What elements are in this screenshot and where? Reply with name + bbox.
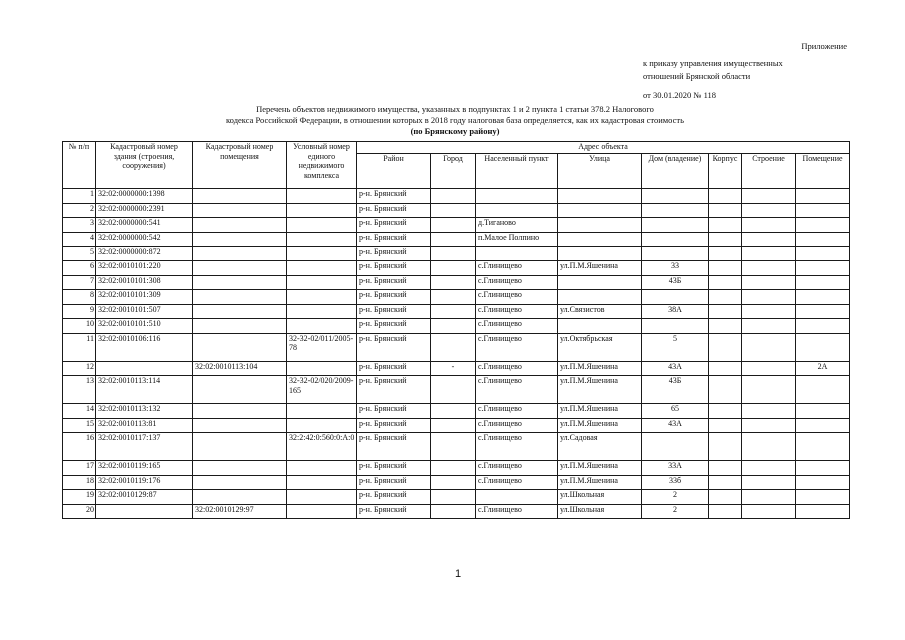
cell-city [431,261,476,276]
cell-premises-cadastral [193,304,287,319]
cell-korpus [709,189,742,204]
cell-korpus [709,475,742,490]
cell-locality [476,247,558,261]
cell-district: р-н. Брянский [357,319,431,334]
cell-locality [476,189,558,204]
header-house: Дом (владение) [642,154,709,189]
cell-conditional-number [287,203,357,218]
cell-house: 43А [642,361,709,376]
appendix-organization-line: отношений Брянской области [643,71,751,81]
header-stroenie: Строение [742,154,796,189]
table-row [63,290,850,305]
cell-stroenie [742,290,796,305]
cell-locality: д.Тиганово [476,218,558,233]
cell-street [558,218,642,233]
cell-house [642,290,709,305]
table-row [63,433,850,461]
cell-premises-cadastral [193,404,287,419]
cell-premises [796,418,850,433]
cell-premises [796,275,850,290]
cell-premises [796,232,850,247]
cell-premises [796,203,850,218]
cell-building-cadastral: 32:02:0000000:542 [96,232,193,247]
cell-premises [796,218,850,233]
table-row [63,361,850,376]
table-row [63,418,850,433]
cell-house: 33б [642,475,709,490]
cell-conditional-number: 32:2:42:0:560:0:А:0 [287,433,357,461]
cell-premises [796,433,850,461]
cell-locality: п.Малое Полпино [476,232,558,247]
cell-city [431,189,476,204]
cell-district: р-н. Брянский [357,275,431,290]
cell-street: ул.П.М.Яшенина [558,376,642,404]
cell-korpus [709,261,742,276]
table-row [63,376,850,404]
table-row [63,475,850,490]
cell-locality: с.Глинищево [476,261,558,276]
cell-district: р-н. Брянский [357,461,431,476]
cell-district: р-н. Брянский [357,475,431,490]
cell-num: 12 [63,361,96,376]
cell-district: р-н. Брянский [357,232,431,247]
cell-house [642,203,709,218]
cell-locality: с.Глинищево [476,433,558,461]
cell-premises [796,376,850,404]
cell-district: р-н. Брянский [357,333,431,361]
cell-city [431,275,476,290]
cell-city [431,203,476,218]
cell-num: 19 [63,490,96,505]
cell-city [431,461,476,476]
cell-locality [476,490,558,505]
header-conditional-number: Условный номер единого недвижимого комплекса [287,142,357,189]
property-table [62,141,850,519]
cell-district: р-н. Брянский [357,304,431,319]
cell-stroenie [742,433,796,461]
cell-building-cadastral: 32:02:0010101:510 [96,319,193,334]
cell-conditional-number [287,218,357,233]
cell-city: - [431,361,476,376]
cell-stroenie [742,319,796,334]
cell-premises [796,461,850,476]
table-row [63,333,850,361]
cell-num: 4 [63,232,96,247]
cell-premises [796,319,850,334]
cell-building-cadastral [96,504,193,519]
cell-house [642,218,709,233]
cell-building-cadastral: 32:02:0010129:87 [96,490,193,505]
cell-street: ул.Садовая [558,433,642,461]
cell-district: р-н. Брянский [357,290,431,305]
cell-stroenie [742,490,796,505]
cell-street: ул.П.М.Яшенина [558,461,642,476]
cell-num: 20 [63,504,96,519]
cell-building-cadastral: 32:02:0010101:220 [96,261,193,276]
cell-building-cadastral: 32:02:0000000:872 [96,247,193,261]
cell-street [558,290,642,305]
cell-street: ул.П.М.Яшенина [558,475,642,490]
cell-locality: с.Глинищево [476,504,558,519]
header-street: Улица [558,154,642,189]
cell-premises [796,189,850,204]
title-line-3: (по Брянскому району) [410,126,500,136]
cell-premises-cadastral [193,333,287,361]
cell-num: 13 [63,376,96,404]
cell-stroenie [742,333,796,361]
cell-num: 9 [63,304,96,319]
cell-stroenie [742,275,796,290]
table-row [63,490,850,505]
cell-building-cadastral: 32:02:0000000:2391 [96,203,193,218]
cell-street: ул.П.М.Яшенина [558,361,642,376]
cell-locality: с.Глинищево [476,304,558,319]
cell-conditional-number [287,189,357,204]
cell-premises [796,290,850,305]
cell-premises-cadastral [193,490,287,505]
cell-stroenie [742,504,796,519]
cell-korpus [709,461,742,476]
cell-stroenie [742,218,796,233]
cell-premises-cadastral [193,475,287,490]
cell-premises-cadastral [193,247,287,261]
cell-street [558,189,642,204]
page-number: 1 [455,568,462,580]
cell-premises-cadastral [193,203,287,218]
cell-district: р-н. Брянский [357,504,431,519]
cell-korpus [709,433,742,461]
cell-city [431,333,476,361]
cell-conditional-number [287,461,357,476]
cell-street: ул.Октябрьская [558,333,642,361]
cell-conditional-number [287,290,357,305]
cell-house: 33А [642,461,709,476]
cell-premises-cadastral [193,433,287,461]
cell-stroenie [742,404,796,419]
cell-city [431,475,476,490]
cell-building-cadastral: 32:02:0010101:507 [96,304,193,319]
cell-house: 43А [642,418,709,433]
table-row [63,304,850,319]
cell-stroenie [742,261,796,276]
table-row [63,404,850,419]
cell-building-cadastral: 32:02:0010101:308 [96,275,193,290]
cell-premises-cadastral [193,261,287,276]
cell-locality: с.Глинищево [476,333,558,361]
cell-locality: с.Глинищево [476,361,558,376]
cell-korpus [709,319,742,334]
cell-num: 10 [63,319,96,334]
cell-conditional-number [287,475,357,490]
cell-city [431,247,476,261]
header-building-cadastral: Кадастровый номер здания (строения, сооружения) [96,142,193,189]
cell-district: р-н. Брянский [357,418,431,433]
cell-locality: с.Глинищево [476,461,558,476]
cell-conditional-number [287,319,357,334]
cell-building-cadastral: 32:02:0010113:81 [96,418,193,433]
cell-building-cadastral: 32:02:0000000:1398 [96,189,193,204]
cell-premises [796,333,850,361]
cell-street: ул.Школьная [558,504,642,519]
cell-premises-cadastral [193,461,287,476]
cell-house: 33 [642,261,709,276]
cell-conditional-number [287,247,357,261]
cell-premises: 2А [796,361,850,376]
cell-korpus [709,290,742,305]
cell-house [642,247,709,261]
cell-city [431,433,476,461]
cell-num: 5 [63,247,96,261]
cell-conditional-number [287,232,357,247]
cell-building-cadastral [96,361,193,376]
cell-premises-cadastral [193,275,287,290]
cell-korpus [709,304,742,319]
cell-locality: с.Глинищево [476,475,558,490]
cell-premises-cadastral [193,290,287,305]
cell-building-cadastral: 32:02:0010113:114 [96,376,193,404]
cell-city [431,490,476,505]
cell-locality: с.Глинищево [476,290,558,305]
cell-stroenie [742,232,796,247]
cell-korpus [709,333,742,361]
cell-street [558,247,642,261]
title-line-2: кодекса Российской Федерации, в отношении которых в 2018 году налоговая база определяется, как их кадастровая стоимость [225,115,684,125]
cell-conditional-number [287,275,357,290]
cell-premises [796,261,850,276]
cell-house: 43Б [642,275,709,290]
cell-locality: с.Глинищево [476,404,558,419]
cell-premises-cadastral [193,418,287,433]
header-num: № п/п [63,142,96,189]
cell-num: 6 [63,261,96,276]
cell-num: 8 [63,290,96,305]
cell-premises-cadastral [193,319,287,334]
appendix-date-line: от 30.01.2020 № 118 [643,90,717,100]
cell-city [431,218,476,233]
header-korpus: Корпус [709,154,742,189]
cell-building-cadastral: 32:02:0000000:541 [96,218,193,233]
cell-korpus [709,404,742,419]
cell-street: ул.П.М.Яшенина [558,404,642,419]
table-row [63,189,850,204]
table-row [63,319,850,334]
cell-stroenie [742,418,796,433]
cell-stroenie [742,247,796,261]
cell-city [431,404,476,419]
cell-house [642,189,709,204]
cell-city [431,504,476,519]
cell-korpus [709,376,742,404]
cell-street: ул.П.М.Яшенина [558,418,642,433]
cell-korpus [709,275,742,290]
appendix-label: Приложение [801,41,847,51]
cell-street [558,319,642,334]
cell-city [431,290,476,305]
cell-locality [476,203,558,218]
cell-conditional-number [287,490,357,505]
cell-premises-cadastral: 32:02:0010129:97 [193,504,287,519]
cell-house: 5 [642,333,709,361]
cell-locality: с.Глинищево [476,418,558,433]
cell-city [431,418,476,433]
cell-locality: с.Глинищево [476,319,558,334]
cell-korpus [709,490,742,505]
cell-premises [796,490,850,505]
cell-stroenie [742,189,796,204]
cell-house [642,232,709,247]
document-title [200,104,710,137]
cell-district: р-н. Брянский [357,203,431,218]
cell-num: 1 [63,189,96,204]
cell-street: ул.П.М.Яшенина [558,261,642,276]
cell-stroenie [742,203,796,218]
table-row [63,203,850,218]
cell-premises [796,304,850,319]
cell-korpus [709,232,742,247]
table-row [63,275,850,290]
cell-district: р-н. Брянский [357,218,431,233]
cell-conditional-number: 32-32-02/020/2009-165 [287,376,357,404]
cell-district: р-н. Брянский [357,376,431,404]
cell-building-cadastral: 32:02:0010119:176 [96,475,193,490]
cell-house: 38А [642,304,709,319]
cell-premises-cadastral [193,376,287,404]
table-row [63,218,850,233]
header-address: Адрес объекта [357,142,850,154]
header-city: Город [431,154,476,189]
cell-district: р-н. Брянский [357,433,431,461]
cell-district: р-н. Брянский [357,189,431,204]
cell-city [431,376,476,404]
cell-stroenie [742,461,796,476]
cell-premises [796,504,850,519]
cell-district: р-н. Брянский [357,247,431,261]
cell-house: 43Б [642,376,709,404]
cell-district: р-н. Брянский [357,490,431,505]
cell-conditional-number [287,418,357,433]
cell-house [642,319,709,334]
cell-korpus [709,361,742,376]
cell-conditional-number [287,404,357,419]
cell-house: 65 [642,404,709,419]
cell-street: ул.Школьная [558,490,642,505]
cell-korpus [709,203,742,218]
cell-korpus [709,247,742,261]
appendix-block [643,40,853,102]
cell-num: 14 [63,404,96,419]
cell-city [431,232,476,247]
cell-locality: с.Глинищево [476,376,558,404]
cell-num: 3 [63,218,96,233]
cell-house: 2 [642,490,709,505]
cell-num: 7 [63,275,96,290]
cell-num: 11 [63,333,96,361]
cell-district: р-н. Брянский [357,261,431,276]
cell-korpus [709,218,742,233]
cell-district: р-н. Брянский [357,404,431,419]
cell-conditional-number [287,261,357,276]
table-row [63,504,850,519]
cell-korpus [709,418,742,433]
header-premises: Помещение [796,154,850,189]
cell-city [431,304,476,319]
table-row [63,247,850,261]
cell-stroenie [742,304,796,319]
cell-building-cadastral: 32:02:0010101:309 [96,290,193,305]
cell-building-cadastral: 32:02:0010106:116 [96,333,193,361]
cell-stroenie [742,475,796,490]
cell-premises-cadastral [193,232,287,247]
cell-conditional-number [287,304,357,319]
cell-street [558,275,642,290]
cell-conditional-number [287,361,357,376]
cell-building-cadastral: 32:02:0010119:165 [96,461,193,476]
cell-building-cadastral: 32:02:0010113:132 [96,404,193,419]
cell-house [642,433,709,461]
cell-conditional-number: 32-32-02/011/2005-78 [287,333,357,361]
header-locality: Населенный пункт [476,154,558,189]
cell-building-cadastral: 32:02:0010117:137 [96,433,193,461]
cell-korpus [709,504,742,519]
cell-num: 18 [63,475,96,490]
table-row [63,232,850,247]
cell-street: ул.Связистов [558,304,642,319]
cell-locality: с.Глинищево [476,275,558,290]
cell-premises-cadastral [193,218,287,233]
cell-city [431,319,476,334]
cell-street [558,232,642,247]
cell-house: 2 [642,504,709,519]
table-row [63,461,850,476]
cell-district: р-н. Брянский [357,361,431,376]
appendix-order-line: к приказу управления имущественных [643,58,783,68]
cell-premises-cadastral: 32:02:0010113:104 [193,361,287,376]
title-line-1: Перечень объектов недвижимого имущества, указанных в подпунктах 1 и 2 пункта 1 статьи 378.2 Налогового [256,104,654,114]
cell-premises [796,475,850,490]
cell-street [558,203,642,218]
cell-num: 2 [63,203,96,218]
cell-premises-cadastral [193,189,287,204]
cell-conditional-number [287,504,357,519]
cell-stroenie [742,361,796,376]
header-district: Район [357,154,431,189]
cell-num: 15 [63,418,96,433]
cell-premises [796,247,850,261]
table-row [63,261,850,276]
cell-num: 17 [63,461,96,476]
header-premises-cadastral: Кадастровый номер помещения [193,142,287,189]
cell-num: 16 [63,433,96,461]
cell-stroenie [742,376,796,404]
cell-premises [796,404,850,419]
